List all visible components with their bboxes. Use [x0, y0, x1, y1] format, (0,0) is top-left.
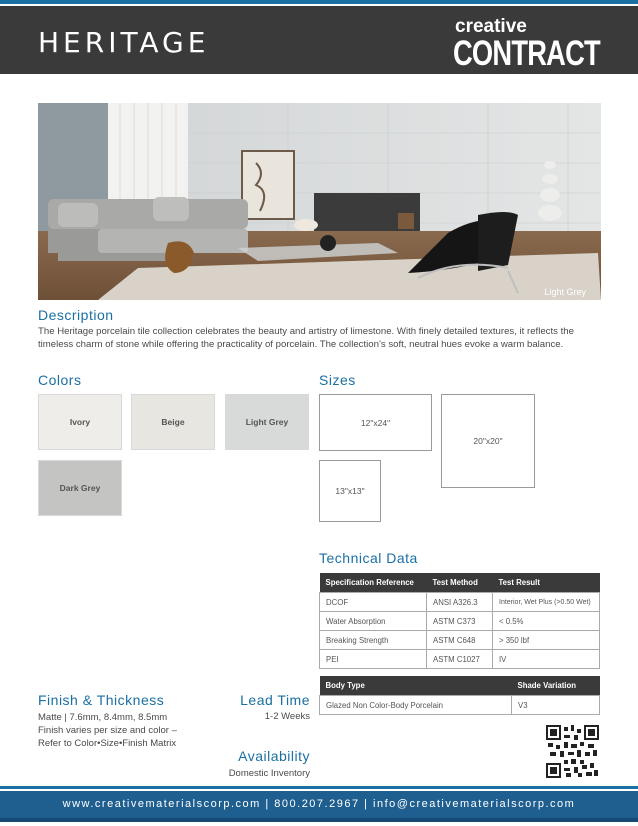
table-row [320, 650, 600, 669]
table-cell: > 350 lbf [493, 631, 600, 650]
top-accent-line [0, 0, 638, 4]
color-swatch-dark-grey[interactable]: Dark Grey [38, 460, 122, 516]
table-header-row [320, 676, 600, 696]
finish-line: Finish varies per size and color – [38, 725, 177, 736]
size-20x20: 20"x20" [441, 394, 535, 488]
description-text: The Heritage porcelain tile collection celebrates the beauty and artistry of limestone. With finely detailed textures, it reflects the timeless charm of stone while offering the practicality of porcelain. The collection’s soft, neutral hues evoke a warm balance. [38, 326, 574, 350]
finish-details [38, 711, 177, 750]
photo-caption: Light Grey [544, 287, 586, 297]
column-header: Shade Variation [512, 676, 600, 696]
lead-time-heading: Lead Time [240, 692, 310, 708]
table-cell: Glazed Non Color-Body Porcelain [320, 696, 512, 715]
table-header-row [320, 573, 600, 593]
table-cell: V3 [512, 696, 600, 715]
lead-time-value: 1-2 Weeks [264, 711, 310, 722]
size-13x13: 13"x13" [319, 460, 381, 522]
color-swatch-beige[interactable]: Beige [131, 394, 215, 450]
table-row [320, 593, 600, 612]
brand-logo-line1: creative [455, 16, 527, 37]
availability-value: Domestic Inventory [228, 768, 310, 779]
table-cell: IV [493, 650, 600, 669]
table-cell: < 0.5% [493, 612, 600, 631]
description-heading: Description [38, 307, 114, 323]
table-cell: PEI [320, 650, 427, 669]
room-scene-image [38, 103, 601, 300]
column-header: Test Method [427, 573, 493, 593]
footer-contact[interactable]: www.creativematerialscorp.com | 800.207.2967 | info@creativematerialscorp.com [0, 791, 638, 822]
color-swatch-light-grey[interactable]: Light Grey [225, 394, 309, 450]
room-scene-illustration [38, 103, 601, 300]
finish-heading: Finish & Thickness [38, 692, 165, 708]
color-swatch-ivory[interactable]: Ivory [38, 394, 122, 450]
finish-line: Matte | 7.6mm, 8.4mm, 8.5mm [38, 712, 168, 723]
body-type-table [319, 676, 600, 715]
collection-title: HERITAGE [38, 26, 210, 59]
size-12x24: 12"x24" [319, 394, 432, 451]
column-header: Test Result [493, 573, 600, 593]
table-cell: Interior, Wet Plus (>0.50 Wet) [493, 593, 600, 612]
table-row [320, 631, 600, 650]
technical-data-heading: Technical Data [319, 550, 418, 566]
table-cell: Breaking Strength [320, 631, 427, 650]
footer-accent-line [0, 786, 638, 789]
brand-logo-line2: CONTRACT [453, 34, 600, 73]
table-cell: ASTM C373 [427, 612, 493, 631]
table-cell: DCOF [320, 593, 427, 612]
table-cell: Water Absorption [320, 612, 427, 631]
column-header: Body Type [320, 676, 512, 696]
table-cell: ASTM C1027 [427, 650, 493, 669]
table-row [320, 696, 600, 715]
header-bar [0, 6, 638, 74]
sizes-heading: Sizes [319, 372, 356, 388]
technical-data-table [319, 573, 600, 669]
table-cell: ANSI A326.3 [427, 593, 493, 612]
finish-line: Refer to Color•Size•Finish Matrix [38, 738, 177, 749]
table-cell: ASTM C648 [427, 631, 493, 650]
column-header: Specification Reference [320, 573, 427, 593]
colors-heading: Colors [38, 372, 82, 388]
qr-code-graphic [546, 725, 599, 778]
availability-heading: Availability [238, 748, 310, 764]
qr-code[interactable] [546, 725, 599, 778]
table-row [320, 612, 600, 631]
